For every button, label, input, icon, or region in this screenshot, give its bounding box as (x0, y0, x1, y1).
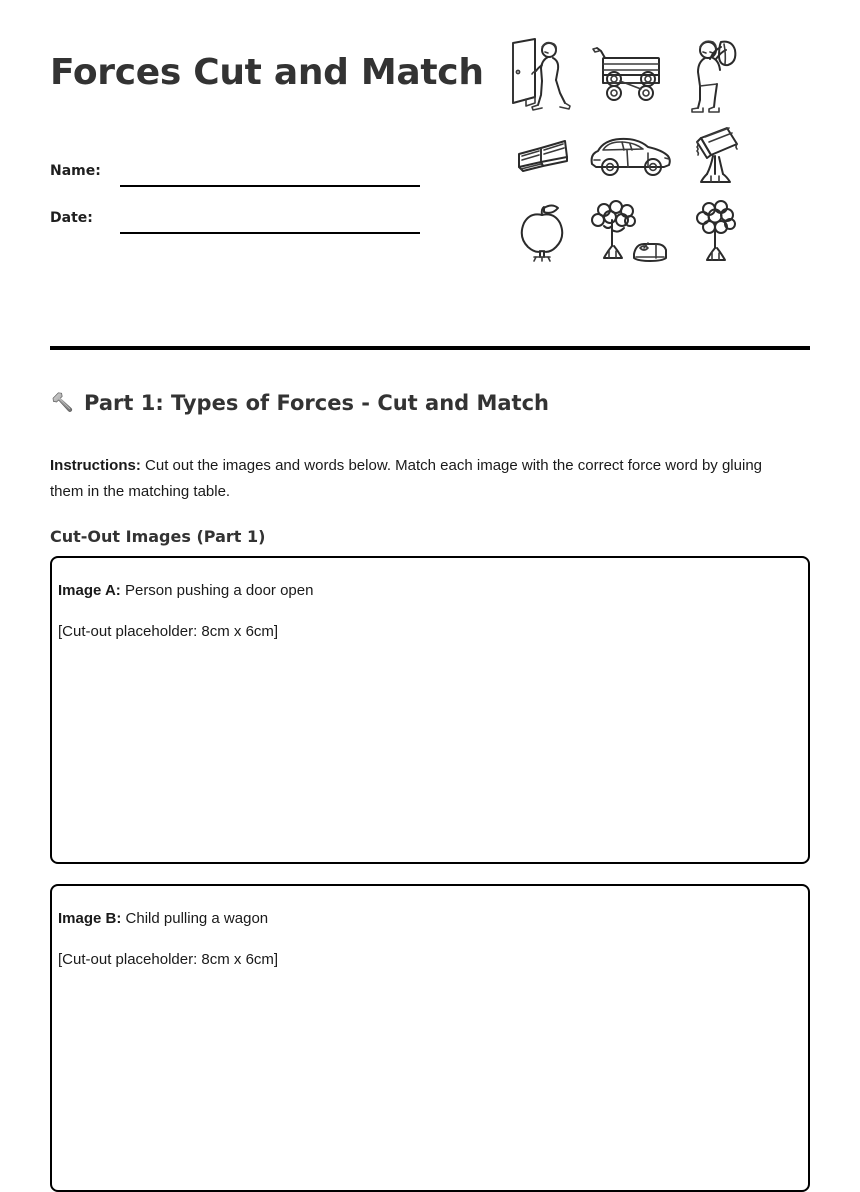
clipart-cell (586, 196, 674, 270)
clipart-cell (586, 30, 674, 118)
clipart-cell (586, 118, 674, 196)
date-field-row (50, 207, 422, 229)
instructions-paragraph (50, 453, 764, 505)
person-carrying-bag-icon (688, 34, 746, 114)
instructions-text: Cut out the images and words below. Match each image with the correct force word by gluing them in the matching table. (50, 457, 763, 500)
clipart-cell (499, 30, 586, 118)
cutout-box-image-a[interactable] (50, 556, 810, 864)
part-1-heading (50, 388, 549, 418)
cutout-box-image-b[interactable] (50, 884, 810, 1192)
cutout-b-label: Image B: (58, 910, 122, 927)
cutout-a-title (58, 580, 313, 602)
car-icon (586, 134, 674, 180)
date-write-line[interactable] (120, 232, 420, 234)
clipart-cell (674, 196, 761, 270)
cutout-b-title (58, 908, 268, 930)
clipart-cell (674, 118, 761, 196)
wrench-icon (50, 392, 75, 417)
cutout-b-description: Child pulling a wagon (125, 910, 269, 927)
clipart-cell (499, 118, 586, 196)
person-pushing-door-icon (505, 35, 579, 113)
tree-icon (689, 200, 745, 266)
name-field-row (50, 160, 422, 182)
open-book-icon (511, 135, 573, 179)
clipart-cell (499, 196, 586, 270)
tree-and-shoe-icon (586, 200, 674, 266)
clipart-cell (674, 30, 761, 118)
book-tree-icon (687, 124, 747, 190)
clipart-illustration-grid (499, 30, 760, 270)
page-title: Forces Cut and Match (50, 52, 484, 93)
cutout-images-subheading: Cut-Out Images (Part 1) (50, 527, 266, 547)
cutout-a-description: Person pushing a door open (124, 582, 314, 599)
name-field-label: Name: (50, 163, 101, 179)
instructions-label: Instructions: (50, 457, 141, 474)
part-1-heading-text: Part 1: Types of Forces - Cut and Match (84, 391, 549, 415)
date-field-label: Date: (50, 210, 93, 226)
name-write-line[interactable] (120, 185, 420, 187)
cutout-a-placeholder: [Cut-out placeholder: 8cm x 6cm] (58, 623, 279, 640)
cutout-a-label: Image A: (58, 582, 121, 599)
apple-icon (516, 201, 568, 265)
cutout-b-placeholder: [Cut-out placeholder: 8cm x 6cm] (58, 951, 279, 968)
wagon-cart-icon (589, 45, 671, 103)
section-divider (50, 346, 810, 350)
